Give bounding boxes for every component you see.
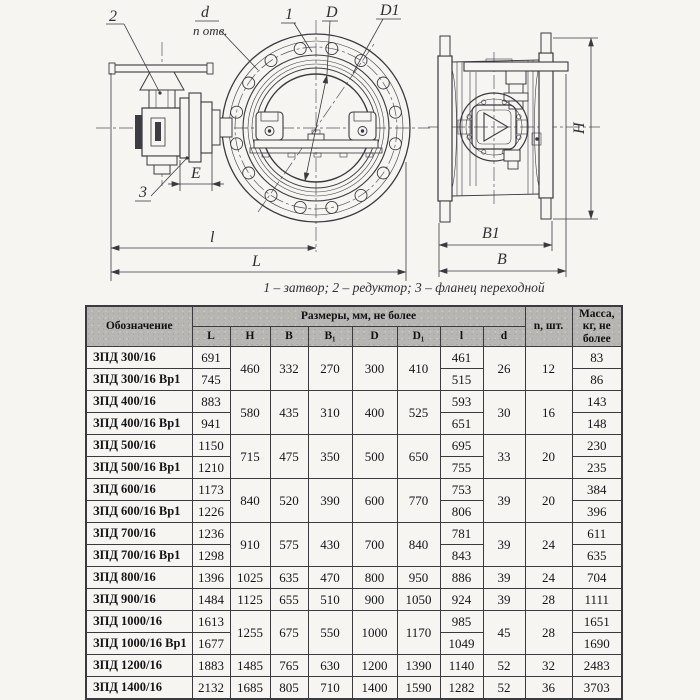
value-cell: 32 [525, 655, 572, 677]
value-cell: 1255 [230, 611, 270, 655]
value-cell: 24 [525, 523, 572, 567]
value-cell: 1484 [192, 589, 230, 611]
dimensions-table-wrapper [85, 305, 623, 700]
value-cell: 651 [440, 413, 483, 435]
col-header-B1: B₁ [308, 327, 352, 347]
designation-cell: ЗПД 300/16 Вр1 [86, 369, 192, 391]
handwheel [109, 63, 213, 90]
designation-cell: ЗПД 600/16 Вр1 [86, 501, 192, 523]
value-cell: 950 [397, 567, 440, 589]
value-cell: 800 [352, 567, 397, 589]
dim-label-L: L [252, 253, 261, 270]
value-cell: 1000 [352, 611, 397, 655]
value-cell: 883 [192, 391, 230, 413]
col-header-designation: Обозначение [86, 306, 192, 347]
value-cell: 143 [572, 391, 622, 413]
value-cell: 1025 [230, 567, 270, 589]
adapter-flange [180, 93, 232, 162]
value-cell: 691 [192, 347, 230, 369]
value-cell: 1111 [572, 589, 622, 611]
value-cell: 1173 [192, 479, 230, 501]
value-cell: 1613 [192, 611, 230, 633]
value-cell: 1125 [230, 589, 270, 611]
value-cell: 1050 [397, 589, 440, 611]
value-cell: 235 [572, 457, 622, 479]
value-cell: 510 [308, 589, 352, 611]
designation-cell: ЗПД 400/16 [86, 391, 192, 413]
callout-D1-label: D1 [380, 2, 400, 19]
col-header-qty: n, шт. [525, 306, 572, 347]
value-cell: 1590 [397, 677, 440, 700]
value-cell: 86 [572, 369, 622, 391]
value-cell: 910 [230, 523, 270, 567]
value-cell: 36 [525, 677, 572, 700]
value-cell: 781 [440, 523, 483, 545]
value-cell: 700 [352, 523, 397, 567]
value-cell: 1282 [440, 677, 483, 700]
designation-cell: ЗПД 500/16 Вр1 [86, 457, 192, 479]
value-cell: 611 [572, 523, 622, 545]
value-cell: 1651 [572, 611, 622, 633]
value-cell: 755 [440, 457, 483, 479]
value-cell: 715 [230, 435, 270, 479]
value-cell: 500 [352, 435, 397, 479]
disc-hub-right [349, 112, 376, 140]
value-cell: 1690 [572, 633, 622, 655]
value-cell: 985 [440, 611, 483, 633]
actuator-stem [504, 71, 528, 109]
value-cell: 1485 [230, 655, 270, 677]
value-cell: 33 [483, 435, 525, 479]
designation-cell: ЗПД 500/16 [86, 435, 192, 457]
callout-3-label: 3 [139, 184, 147, 201]
value-cell: 704 [572, 567, 622, 589]
col-header-l: l [440, 327, 483, 347]
value-cell: 580 [230, 391, 270, 435]
dim-label-B1: B1 [482, 225, 500, 242]
value-cell: 1685 [230, 677, 270, 700]
value-cell: 635 [572, 545, 622, 567]
callout-2-label: 2 [109, 8, 117, 25]
dim-label-l: l [210, 229, 215, 246]
value-cell: 230 [572, 435, 622, 457]
value-cell: 1200 [352, 655, 397, 677]
value-cell: 550 [308, 611, 352, 655]
value-cell: 1298 [192, 545, 230, 567]
designation-cell: ЗПД 1400/16 [86, 677, 192, 700]
valve-technical-drawing [0, 0, 700, 302]
disc-hub-left [256, 112, 283, 140]
value-cell: 300 [352, 347, 397, 391]
value-cell: 1390 [397, 655, 440, 677]
value-cell: 843 [440, 545, 483, 567]
value-cell: 1170 [397, 611, 440, 655]
table-row [86, 523, 622, 545]
value-cell: 148 [572, 413, 622, 435]
table-row [86, 677, 622, 700]
value-cell: 3703 [572, 677, 622, 700]
value-cell: 28 [525, 611, 572, 655]
value-cell: 886 [440, 567, 483, 589]
value-cell: 1150 [192, 435, 230, 457]
callout-D-label: D [326, 4, 338, 21]
value-cell: 26 [483, 347, 525, 391]
value-cell: 710 [308, 677, 352, 700]
value-cell: 430 [308, 523, 352, 567]
value-cell: 745 [192, 369, 230, 391]
table-row [86, 391, 622, 413]
gearbox-assembly [109, 42, 232, 186]
value-cell: 475 [270, 435, 308, 479]
value-cell: 1210 [192, 457, 230, 479]
value-cell: 410 [397, 347, 440, 391]
value-cell: 675 [270, 611, 308, 655]
actuator-mount [458, 93, 541, 169]
value-cell: 270 [308, 347, 352, 391]
value-cell: 470 [308, 567, 352, 589]
designation-cell: ЗПД 1000/16 [86, 611, 192, 633]
value-cell: 16 [525, 391, 572, 435]
designation-cell: ЗПД 800/16 [86, 567, 192, 589]
designation-cell: ЗПД 400/16 Вр1 [86, 413, 192, 435]
value-cell: 600 [352, 479, 397, 523]
value-cell: 806 [440, 501, 483, 523]
callout-n-holes-label: n отв. [193, 23, 228, 38]
callout-1-label: 1 [285, 6, 293, 23]
value-cell: 1236 [192, 523, 230, 545]
value-cell: 1226 [192, 501, 230, 523]
table-body [86, 347, 622, 700]
value-cell: 655 [270, 589, 308, 611]
value-cell: 575 [270, 523, 308, 567]
value-cell: 332 [270, 347, 308, 391]
value-cell: 20 [525, 435, 572, 479]
col-header-mass: Масса, кг, не более [572, 306, 622, 347]
value-cell: 1396 [192, 567, 230, 589]
col-group-dimensions: Размеры, мм, не более [192, 306, 525, 327]
value-cell: 520 [270, 479, 308, 523]
value-cell: 770 [397, 479, 440, 523]
flange-left [438, 36, 452, 222]
table-row [86, 567, 622, 589]
value-cell: 593 [440, 391, 483, 413]
table-row [86, 435, 622, 457]
designation-cell: ЗПД 300/16 [86, 347, 192, 369]
value-cell: 650 [397, 435, 440, 479]
value-cell: 515 [440, 369, 483, 391]
value-cell: 52 [483, 655, 525, 677]
value-cell: 45 [483, 611, 525, 655]
value-cell: 765 [270, 655, 308, 677]
table-row [86, 347, 622, 369]
value-cell: 840 [397, 523, 440, 567]
value-cell: 635 [270, 567, 308, 589]
designation-cell: ЗПД 700/16 Вр1 [86, 545, 192, 567]
designation-cell: ЗПД 1200/16 [86, 655, 192, 677]
table-row [86, 589, 622, 611]
callout-d-label: d [201, 4, 209, 21]
designation-cell: ЗПД 1000/16 Вр1 [86, 633, 192, 655]
value-cell: 1400 [352, 677, 397, 700]
col-header-d: d [483, 327, 525, 347]
col-header-L: L [192, 327, 230, 347]
value-cell: 805 [270, 677, 308, 700]
value-cell: 1140 [440, 655, 483, 677]
value-cell: 30 [483, 391, 525, 435]
value-cell: 695 [440, 435, 483, 457]
drawing-caption: 1 – затвор; 2 – редуктор; 3 – фланец переходной [263, 280, 545, 295]
value-cell: 924 [440, 589, 483, 611]
value-cell: 1883 [192, 655, 230, 677]
value-cell: 460 [230, 347, 270, 391]
value-cell: 2132 [192, 677, 230, 700]
value-cell: 20 [525, 479, 572, 523]
value-cell: 525 [397, 391, 440, 435]
value-cell: 435 [270, 391, 308, 435]
value-cell: 753 [440, 479, 483, 501]
designation-cell: ЗПД 700/16 [86, 523, 192, 545]
col-header-D: D [352, 327, 397, 347]
value-cell: 83 [572, 347, 622, 369]
col-header-H: H [230, 327, 270, 347]
dimensions-table [85, 305, 623, 700]
value-cell: 1677 [192, 633, 230, 655]
value-cell: 310 [308, 391, 352, 435]
value-cell: 52 [483, 677, 525, 700]
value-cell: 461 [440, 347, 483, 369]
value-cell: 390 [308, 479, 352, 523]
value-cell: 350 [308, 435, 352, 479]
dim-label-E: E [191, 165, 201, 182]
value-cell: 12 [525, 347, 572, 391]
table-row [86, 611, 622, 633]
value-cell: 396 [572, 501, 622, 523]
value-cell: 28 [525, 589, 572, 611]
col-header-B: B [270, 327, 308, 347]
designation-cell: ЗПД 900/16 [86, 589, 192, 611]
value-cell: 900 [352, 589, 397, 611]
dim-label-B: B [497, 251, 507, 268]
flange-right [539, 33, 553, 219]
table-row [86, 479, 622, 501]
gearbox-body [135, 90, 180, 174]
value-cell: 840 [230, 479, 270, 523]
value-cell: 24 [525, 567, 572, 589]
header-row-1 [86, 306, 622, 327]
value-cell: 2483 [572, 655, 622, 677]
designation-cell: ЗПД 600/16 [86, 479, 192, 501]
value-cell: 39 [483, 523, 525, 567]
table-row [86, 655, 622, 677]
value-cell: 39 [483, 479, 525, 523]
value-cell: 1049 [440, 633, 483, 655]
dim-label-H: H [571, 122, 588, 134]
col-header-D1: D₁ [397, 327, 440, 347]
value-cell: 39 [483, 567, 525, 589]
value-cell: 941 [192, 413, 230, 435]
value-cell: 400 [352, 391, 397, 435]
value-cell: 384 [572, 479, 622, 501]
value-cell: 630 [308, 655, 352, 677]
value-cell: 39 [483, 589, 525, 611]
